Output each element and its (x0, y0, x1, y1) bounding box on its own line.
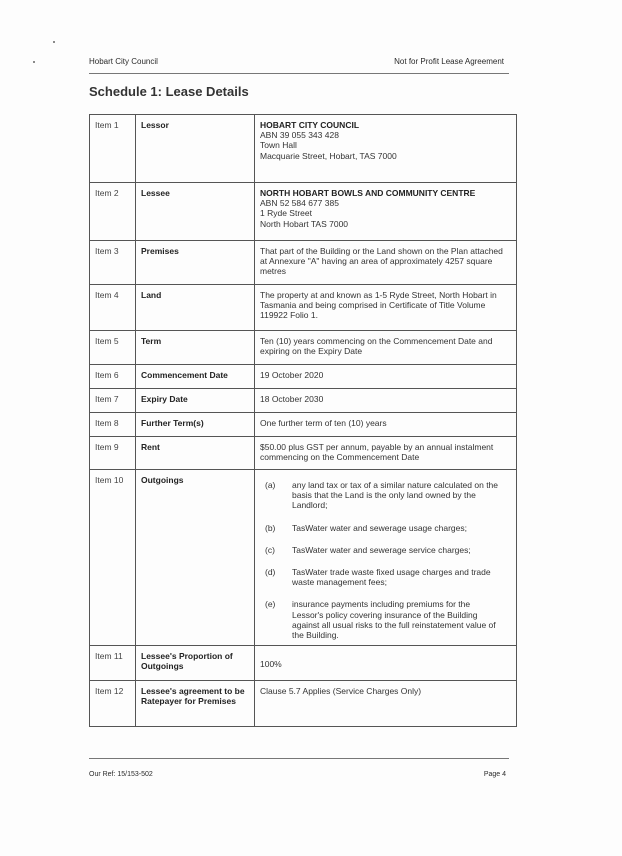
scan-speck (53, 41, 55, 43)
item-value: Ten (10) years commencing on the Commencement Date and expiring on the Expiry Date (255, 331, 517, 365)
table-row (90, 437, 517, 470)
item-number: Item 1 (90, 115, 136, 183)
subitem-label: (e) (265, 599, 276, 610)
item-number: Item 8 (90, 413, 136, 437)
item-number: Item 6 (90, 365, 136, 389)
item-label: Lessee (136, 183, 255, 241)
lease-details-table (89, 114, 517, 727)
table-row (90, 389, 517, 413)
subitem-label: (a) (265, 480, 276, 490)
table-row (90, 470, 517, 646)
lessor-name: HOBART CITY COUNCIL (260, 120, 360, 130)
table-row (90, 681, 517, 727)
item-number: Item 3 (90, 241, 136, 285)
item-number: Item 11 (90, 646, 136, 681)
item-number: Item 12 (90, 681, 136, 727)
footer-reference: Our Ref: 15/153-502 (89, 771, 153, 778)
footer-divider (89, 758, 509, 759)
item-number: Item 7 (90, 389, 136, 413)
table-row (90, 285, 517, 331)
header-divider (89, 73, 509, 74)
page-title: Schedule 1: Lease Details (89, 84, 249, 99)
lessee-address-1: 1 Ryde Street (260, 208, 312, 219)
item-label: Outgoings (136, 470, 255, 646)
subitem-text: TasWater water and sewerage usage charges; (292, 522, 467, 533)
item-label: Further Term(s) (136, 413, 255, 437)
item-value: 100% (255, 646, 517, 681)
subitem-text: any land tax or tax of a similar nature calculated on the basis that the Land is the only land owned by the Landlord; (292, 480, 499, 511)
outgoing-subitem (260, 599, 511, 640)
lessor-abn: ABN 39 055 343 428 (260, 130, 339, 141)
subitem-label: (c) (265, 544, 275, 555)
item-label: Commencement Date (136, 365, 255, 389)
lessor-address-1: Town Hall (260, 140, 297, 151)
item-label: Land (136, 285, 255, 331)
table-row (90, 365, 517, 389)
table-row (90, 331, 517, 365)
item-number: Item 2 (90, 183, 136, 241)
table-row (90, 183, 517, 241)
item-value: $50.00 plus GST per annum, payable by an annual instalment commencing on the Commencement Date (255, 437, 517, 470)
item-value: That part of the Building or the Land shown on the Plan attached at Annexure "A" having an area of approximately 4257 square metres (255, 241, 517, 285)
item-label: Lessor (136, 115, 255, 183)
subitem-label: (d) (265, 567, 276, 578)
item-value: 19 October 2020 (255, 365, 517, 389)
table-row (90, 241, 517, 285)
lessee-address-2: North Hobart TAS 7000 (260, 218, 349, 229)
table-row (90, 413, 517, 437)
item-value: 18 October 2030 (255, 389, 517, 413)
subitem-text: TasWater trade waste fixed usage charges and trade waste management fees; (292, 567, 491, 588)
item-label: Premises (136, 241, 255, 285)
outgoing-subitem (260, 480, 511, 511)
item-number: Item 9 (90, 437, 136, 470)
item-label: Term (136, 331, 255, 365)
item-value (255, 115, 517, 183)
item-number: Item 10 (90, 470, 136, 646)
header-organisation: Hobart City Council (89, 57, 158, 66)
subitem-label: (b) (265, 522, 276, 533)
item-label: Expiry Date (136, 389, 255, 413)
table-row (90, 115, 517, 183)
subitem-text: TasWater water and sewerage service charges; (292, 544, 471, 555)
item-label: Lessee's agreement to be Ratepayer for Premises (136, 681, 255, 727)
item-value (255, 183, 517, 241)
lessee-name: NORTH HOBART BOWLS AND COMMUNITY CENTRE (260, 188, 476, 198)
item-value (255, 470, 517, 646)
outgoing-subitem (260, 523, 511, 533)
header-document-type: Not for Profit Lease Agreement (394, 57, 504, 66)
item-value: Clause 5.7 Applies (Service Charges Only) (255, 681, 517, 727)
outgoing-subitem (260, 567, 511, 587)
item-label: Rent (136, 437, 255, 470)
scan-speck (33, 61, 35, 63)
item-label: Lessee's Proportion of Outgoings (136, 646, 255, 681)
footer-page-number: Page 4 (483, 771, 506, 778)
table-row (90, 646, 517, 681)
item-number: Item 5 (90, 331, 136, 365)
lessee-abn: ABN 52 584 677 385 (260, 198, 339, 209)
outgoing-subitem (260, 545, 511, 555)
item-number: Item 4 (90, 285, 136, 331)
item-value: The property at and known as 1-5 Ryde Street, North Hobart in Tasmania and being comprised in Certificate of Title Volume 119922 Folio 1. (255, 285, 517, 331)
item-value: One further term of ten (10) years (255, 413, 517, 437)
subitem-text: insurance payments including premiums for the Lessor's policy covering insurance of the Building against all usual risks to the full reinstatement value of the Building. (292, 599, 496, 641)
lessor-address-2: Macquarie Street, Hobart, TAS 7000 (260, 150, 397, 161)
